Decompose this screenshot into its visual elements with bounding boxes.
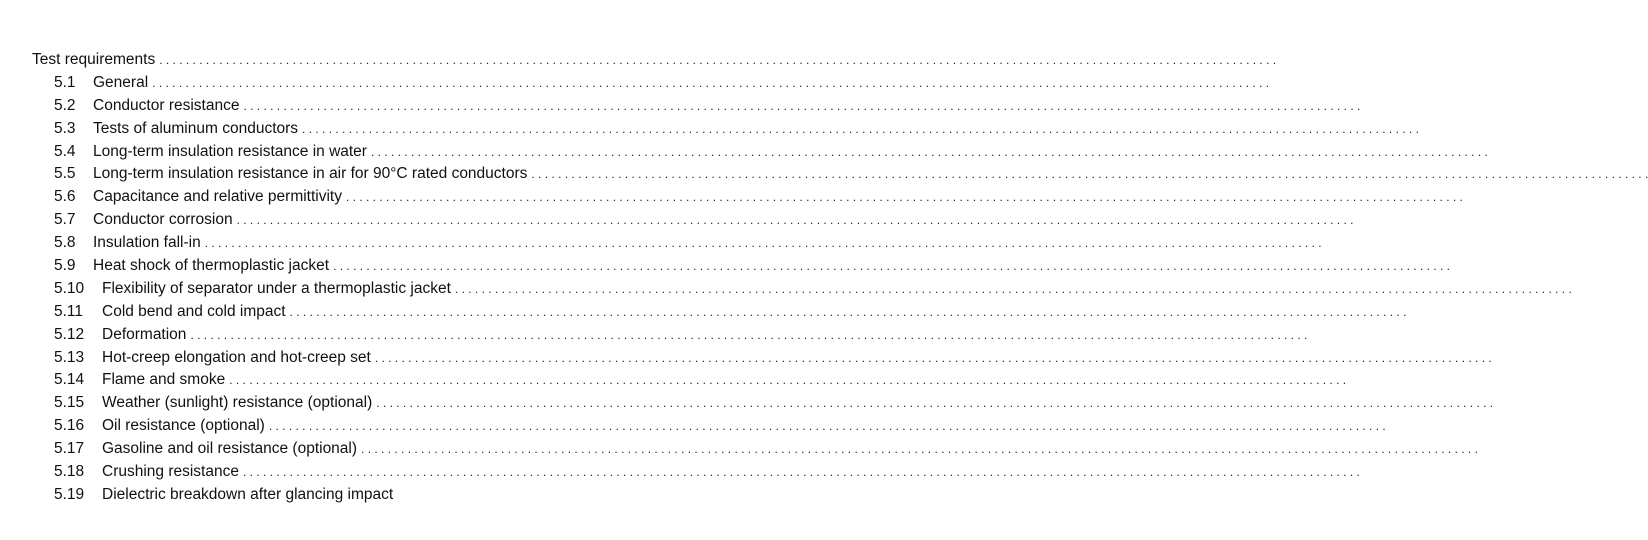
dot-leader — [229, 369, 1346, 392]
dot-leader — [243, 461, 1360, 484]
toc-entry — [32, 232, 688, 255]
toc-entry — [32, 461, 688, 484]
toc-entry — [32, 347, 688, 370]
toc-entry-number: 5.11 — [54, 302, 84, 320]
dot-leader — [346, 186, 1463, 209]
toc-entry-title: Long-term insulation resistance in air for 90°C rated conductors — [93, 165, 528, 183]
dot-leader — [290, 301, 1407, 324]
toc-entry-title: Gasoline and oil resistance (optional) — [102, 440, 358, 458]
toc-entry-number: 5.18 — [54, 463, 85, 481]
toc-heading: Test requirements — [32, 51, 156, 68]
toc-entry — [32, 369, 688, 392]
toc-entry-title: Deformation — [102, 325, 187, 343]
toc-entry — [32, 278, 688, 301]
toc-entry-number: 5.15 — [54, 394, 85, 412]
toc-entry-title: Conductor resistance — [93, 96, 240, 114]
toc-entry-title: Conductor corrosion — [93, 211, 233, 229]
toc-entry — [32, 324, 688, 347]
toc-entry-number: 5.8 — [54, 234, 76, 252]
toc-entry-number: 5.16 — [54, 417, 85, 435]
toc-entry-number: 5.14 — [54, 371, 85, 389]
toc-entry-title: Insulation fall-in — [93, 234, 201, 252]
toc-entry — [32, 392, 688, 415]
dot-leader — [302, 118, 1419, 141]
toc-entry-number: 5.1 — [54, 73, 76, 91]
toc-entry-title: Long-term insulation resistance in water — [93, 142, 367, 160]
dot-leader — [361, 438, 1478, 461]
toc-entry — [32, 141, 688, 164]
toc-entry-title: Hot-creep elongation and hot-creep set — [102, 348, 371, 366]
toc-entry-number: 5.13 — [54, 348, 85, 366]
toc-entry-number: 5.5 — [54, 165, 76, 183]
toc-entry-number: 5.6 — [54, 188, 76, 206]
toc-entry — [32, 301, 688, 324]
toc-entry — [32, 438, 688, 461]
toc-entry-number: 5.12 — [54, 325, 85, 343]
toc-entry-title: Dielectric breakdown after glancing impact — [102, 485, 394, 503]
dot-leader — [455, 278, 1572, 301]
dot-leader — [333, 255, 1450, 278]
toc-entry-number: 5.17 — [54, 440, 85, 458]
toc-entry — [32, 255, 688, 278]
dot-leader — [237, 209, 1354, 232]
toc-entry — [32, 415, 688, 438]
table-of-contents — [32, 49, 688, 503]
toc-entry-title: Tests of aluminum conductors — [93, 119, 299, 137]
toc-entry-title: Weather (sunlight) resistance (optional) — [102, 394, 373, 412]
toc-entry — [32, 209, 688, 232]
toc-entry-title: Flame and smoke — [102, 371, 226, 389]
dot-leader — [152, 72, 1269, 95]
toc-entry — [32, 95, 688, 118]
toc-entry-number: 5.2 — [54, 96, 76, 114]
toc-entry-number: 5.7 — [54, 211, 76, 229]
toc-heading-row — [32, 49, 688, 72]
toc-entry-title: Crushing resistance — [102, 463, 239, 481]
toc-entry-number: 5.19 — [54, 485, 85, 503]
toc-entry — [32, 186, 688, 209]
toc-entry — [32, 118, 688, 141]
dot-leader — [376, 392, 1493, 415]
toc-entry-number: 5.3 — [54, 119, 76, 137]
toc-entry-number: 5.9 — [54, 257, 76, 275]
toc-entry-number: 5.4 — [54, 142, 76, 160]
toc-entry-number: 5.10 — [54, 279, 85, 297]
toc-entry-title: Cold bend and cold impact — [102, 302, 286, 320]
toc-entry-title: General — [93, 73, 149, 91]
toc-entry — [32, 72, 688, 95]
dot-leader — [531, 163, 1648, 186]
toc-entry-title: Flexibility of separator under a thermoplastic jacket — [102, 279, 451, 297]
dot-leader — [371, 141, 1488, 164]
toc-entry-title: Heat shock of thermoplastic jacket — [93, 257, 330, 275]
document-page — [0, 0, 720, 540]
toc-entry-title: Capacitance and relative permittivity — [93, 188, 342, 206]
toc-entry-title: Oil resistance (optional) — [102, 417, 265, 435]
dot-leader — [159, 49, 1276, 72]
dot-leader — [190, 324, 1307, 347]
dot-leader — [243, 95, 1360, 118]
dot-leader — [269, 415, 1386, 438]
toc-entry — [32, 163, 688, 186]
toc-entry — [32, 484, 688, 503]
dot-leader — [205, 232, 1322, 255]
dot-leader — [375, 347, 1492, 370]
